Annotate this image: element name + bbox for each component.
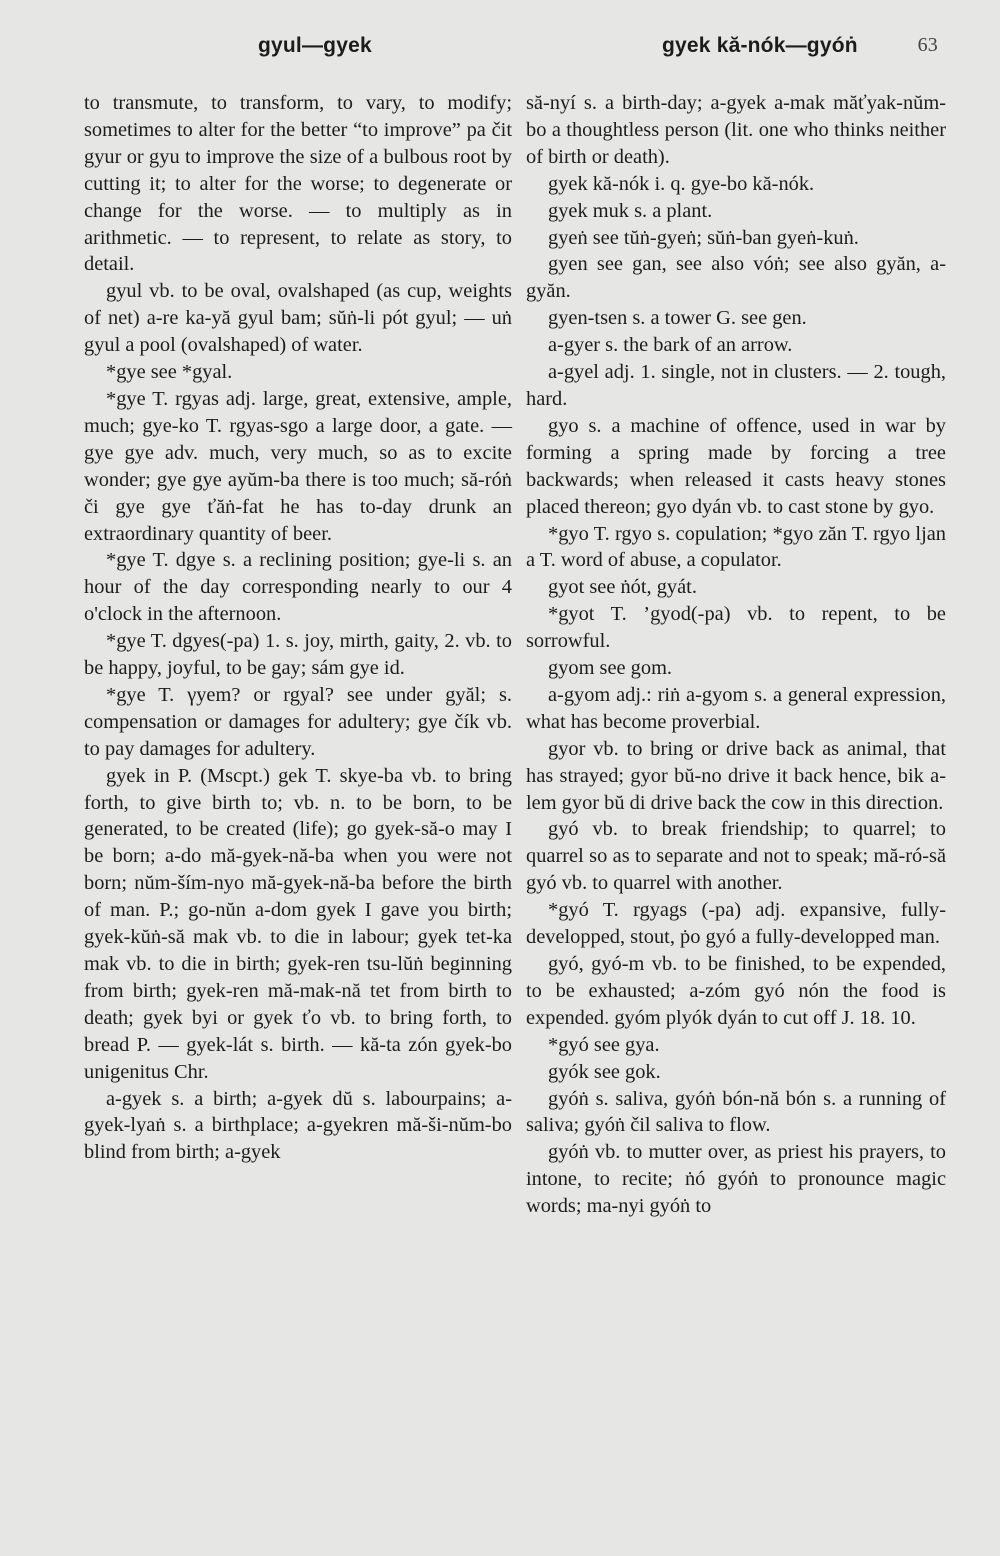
right-column [526,90,946,1220]
dictionary-entry: gyo s. a machine of offence, used in war by forming a spring made by forcing a tree backwards; when released it casts heavy stones placed thereon; gyo dyán vb. to cast stone by gyo. [526,414,946,518]
dictionary-entry: gyók see gok. [548,1060,661,1083]
dictionary-entry: a-gyel adj. 1. single, not in clusters. — 2. tough, hard. [526,361,946,410]
dictionary-entry: gyóṅ s. saliva, gyóṅ bón-nă bón s. a running of saliva; gyóṅ čil saliva to flow. [526,1087,946,1137]
dictionary-entry: *gyot T. ’gyod(-pa) vb. to repent, to be sorrowful. [526,603,946,653]
dictionary-entry: *gyó see gya. [548,1033,660,1056]
dictionary-entry: a-gyom adj.: riṅ a-gyom s. a general expression, what has become proverbial. [526,683,946,733]
page-number: 63 [917,34,938,56]
dictionary-entry: a-gyer s. the bark of an arrow. [548,334,793,357]
dictionary-entry: *gye T. rgyas adj. large, great, extensive, ample, much; gye-ko T. rgyas-sgo a large door, a gate. — gye gye adv. much, very much, so as to excite wonder; gye gye ayŭm-ba there is too much; să-róṅ či gye gye ťăṅ-fat he has to-day drunk an extraordinary quantity of beer. [84,387,512,545]
dictionary-entry: *gyó T. rgyags (-pa) adj. expansive, fully-developped, stout, ṗo gyó a fully-developped man. [526,899,946,949]
dictionary-entry: gyeṅ see tŭṅ-gyeṅ; sŭṅ-ban gyeṅ-kuṅ. [548,226,859,249]
dictionary-entry: să-nyí s. a birth-day; a-gyek a-mak măťyak-nŭm-bo a thoughtless person (lit. one who thinks neither of birth or death). [526,92,946,168]
dictionary-entry: gyek kă-nók i. q. gye-bo kă-nók. [548,172,815,195]
dictionary-entry: gyor vb. to bring or drive back as animal, that has strayed; gyor bŭ-no drive it back hence, bik a-lem gyor bŭ di drive back the cow in this direction. [526,737,946,814]
dictionary-entry: a-gyek s. a birth; a-gyek dŭ s. labourpains; a-gyek-lyaṅ s. a birthplace; a-gyekren mă-ši-nŭm-bo blind from birth; a-gyek [84,1087,512,1164]
dictionary-entry: gyom see gom. [548,657,673,680]
left-column [84,90,512,1166]
dictionary-entry: gyó vb. to break friendship; to quarrel; to quarrel so as to separate and not to speak; mă-ró-să gyó vb. to quarrel with another. [526,818,946,895]
running-head-right: gyek kă-nók—gyóṅ [662,34,858,57]
dictionary-entry: gyek in P. (Mscpt.) gek T. skye-ba vb. to bring forth, to give birth to; vb. n. to be born, to be generated, to be created (life); go gyek-să-o may I be born; a-do mă-gyek-nă-ba when you were not born; nŭm-ším-nyo mă-gyek-nă-ba before the birth of man. P.; go-nŭn a-dom gyek I gave you birth; gyek-kŭṅ-să mak vb. to die in labour; gyek tet-ka mak vb. to die in birth; gyek-ren tsu-lŭṅ beginning from birth; gyek-ren mă-mak-nă tet from birth to death; gyek byi or gyek ťo vb. to bring forth, to bread P. — gyek-lát s. birth. — kă-ta zón gyek-bo unigenitus Chr. [84,764,512,1083]
dictionary-entry: gyó, gyó-m vb. to be finished, to be expended, to be exhausted; a-zóm gyó nón the food is expended. gyóm plyók dyán to cut off J. 18. 10. [526,953,946,1029]
dictionary-entry: gyek muk s. a plant. [548,199,713,222]
dictionary-entry: gyot see ṅót, gyát. [548,576,697,599]
dictionary-entry: *gyo T. rgyo s. copulation; *gyo zăn T. rgyo ljan a T. word of abuse, a copulator. [526,522,946,572]
dictionary-entry: to transmute, to transform, to vary, to modify; sometimes to alter for the better “to improve” pa čit gyur or gyu to improve the size of a bulbous root by cutting it; to alter for the worse; to degenerate or change for the worse. — to multiply as in arithmetic. — to represent, to relate as story, to detail. [84,92,512,276]
dictionary-entry: *gye T. γyem? or rgyal? see under gyăl; s. compensation or damages for adultery; gye čík vb. to pay damages for adultery. [84,683,512,760]
dictionary-entry: gyul vb. to be oval, ovalshaped (as cup, weights of net) a-re ka-yă gyul bam; sŭṅ-li pót gyul; — uṅ gyul a pool (ovalshaped) of water. [84,280,512,357]
dictionary-entry: *gye T. dgye s. a reclining position; gye-li s. an hour of the day corresponding nearly to our 4 o'clock in the afternoon. [84,549,512,626]
running-head-left: gyul—gyek [258,34,372,57]
dictionary-entry: *gye T. dgyes(-pa) 1. s. joy, mirth, gaity, 2. vb. to be happy, joyful, to be gay; sám gye id. [84,630,512,680]
dictionary-entry: gyen see gan, see also vóṅ; see also gyăn, a-gyăn. [526,253,946,303]
dictionary-entry: gyóṅ vb. to mutter over, as priest his prayers, to intone, to recite; ṅó gyóṅ to pronounce magic words; ma-nyi gyóṅ to [526,1141,946,1218]
dictionary-entry: gyen-tsen s. a tower G. see gen. [548,307,807,330]
dictionary-entry: *gye see *gyal. [106,361,233,384]
